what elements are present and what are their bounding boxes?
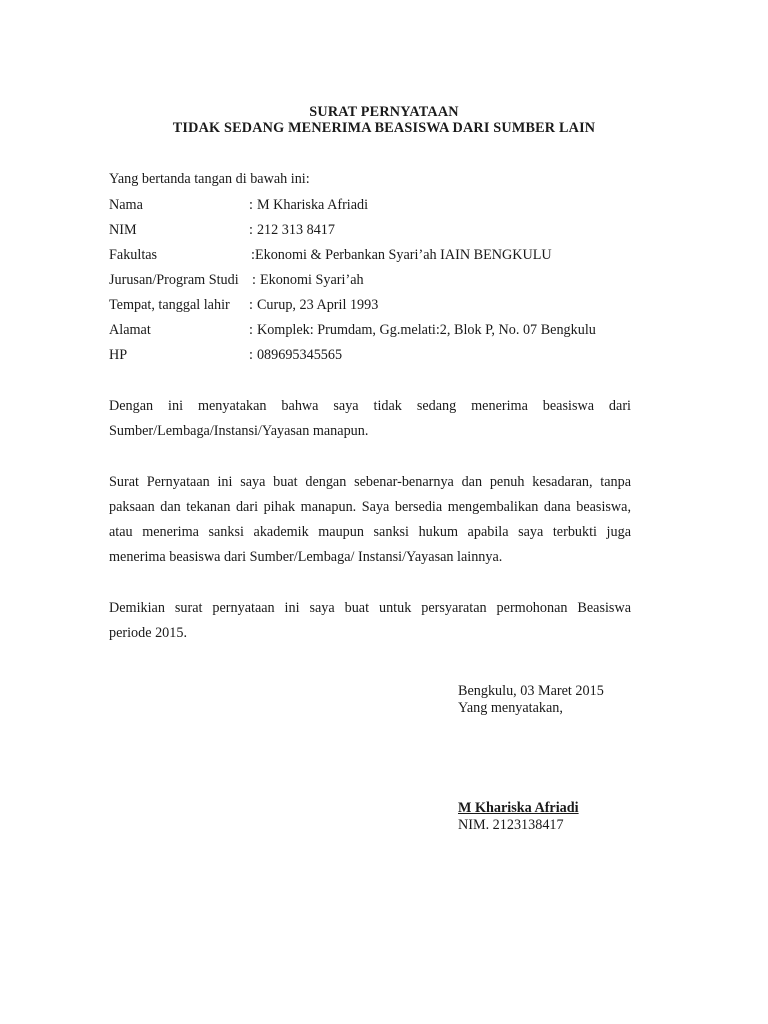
field-value: M Khariska Afriadi (256, 197, 369, 213)
field-separator: : (252, 272, 256, 288)
paragraph-line: menerima beasiswa dari Sumber/Lembaga/ Instansi/Yayasan lainnya. (109, 549, 503, 565)
closing-block (458, 683, 604, 717)
field-separator: : (249, 347, 253, 363)
field-label: NIM (109, 222, 137, 238)
field-row-fakultas (109, 247, 552, 264)
field-row-alamat (109, 322, 596, 339)
document-subtitle: TIDAK SEDANG MENERIMA BEASISWA DARI SUMBER LAIN (172, 120, 596, 136)
document-title: SURAT PERNYATAAN (309, 104, 459, 120)
field-label: Jurusan/Program Studi (109, 272, 239, 288)
paragraph-closing (109, 596, 631, 646)
closing-statement: Yang menyatakan, (458, 700, 563, 716)
paragraph-line: Dengan ini menyatakan bahwa saya tidak sedang menerima beasiswa dari (109, 398, 631, 414)
field-label: HP (109, 347, 128, 363)
paragraph-line: Demikian surat pernyataan ini saya buat untuk persyaratan permohonan Beasiswa (109, 600, 631, 616)
place-date: Bengkulu, 03 Maret 2015 (458, 683, 604, 699)
field-value: 089695345565 (256, 347, 343, 363)
paragraph-line: paksaan dan tekanan dari pihak manapun. Saya bersedia mengembalikan dana beasiswa, (109, 499, 631, 515)
field-row-hp (109, 347, 342, 364)
field-row-nim (109, 222, 335, 239)
field-label: Fakultas (109, 247, 158, 263)
paragraph-line: Sumber/Lembaga/Instansi/Yayasan manapun. (109, 423, 369, 439)
paragraph-statement (109, 394, 631, 444)
field-label: Alamat (109, 322, 151, 338)
field-row-jurusan (109, 272, 364, 289)
field-separator: : (249, 297, 253, 313)
signature-block (458, 800, 579, 834)
field-separator: : (249, 197, 253, 213)
paragraph-line: periode 2015. (109, 625, 188, 641)
field-separator: : (249, 222, 253, 238)
paragraph-line: atau menerima sanksi akademik maupun sanksi hukum apabila saya terbukti juga (109, 524, 631, 540)
paragraph-declaration (109, 470, 631, 570)
field-value: Ekonomi Syari’ah (259, 272, 364, 288)
field-label: Tempat, tanggal lahir (109, 297, 230, 313)
field-row-nama (109, 197, 368, 214)
intro-text: Yang bertanda tangan di bawah ini: (109, 171, 310, 187)
field-value: 212 313 8417 (256, 222, 335, 238)
field-separator: : (249, 322, 253, 338)
field-row-tempat-tanggal-lahir (109, 297, 378, 314)
field-separator: : (251, 247, 255, 263)
field-value: Ekonomi & Perbankan Syari’ah IAIN BENGKULU (254, 247, 552, 263)
field-label: Nama (109, 197, 143, 213)
signer-name: M Khariska Afriadi (458, 800, 579, 816)
signer-nim: NIM. 2123138417 (458, 817, 564, 833)
field-value: Komplek: Prumdam, Gg.melati:2, Blok P, No. 07 Bengkulu (256, 322, 596, 338)
paragraph-line: Surat Pernyataan ini saya buat dengan sebenar-benarnya dan penuh kesadaran, tanpa (109, 474, 631, 490)
field-value: Curup, 23 April 1993 (256, 297, 379, 313)
